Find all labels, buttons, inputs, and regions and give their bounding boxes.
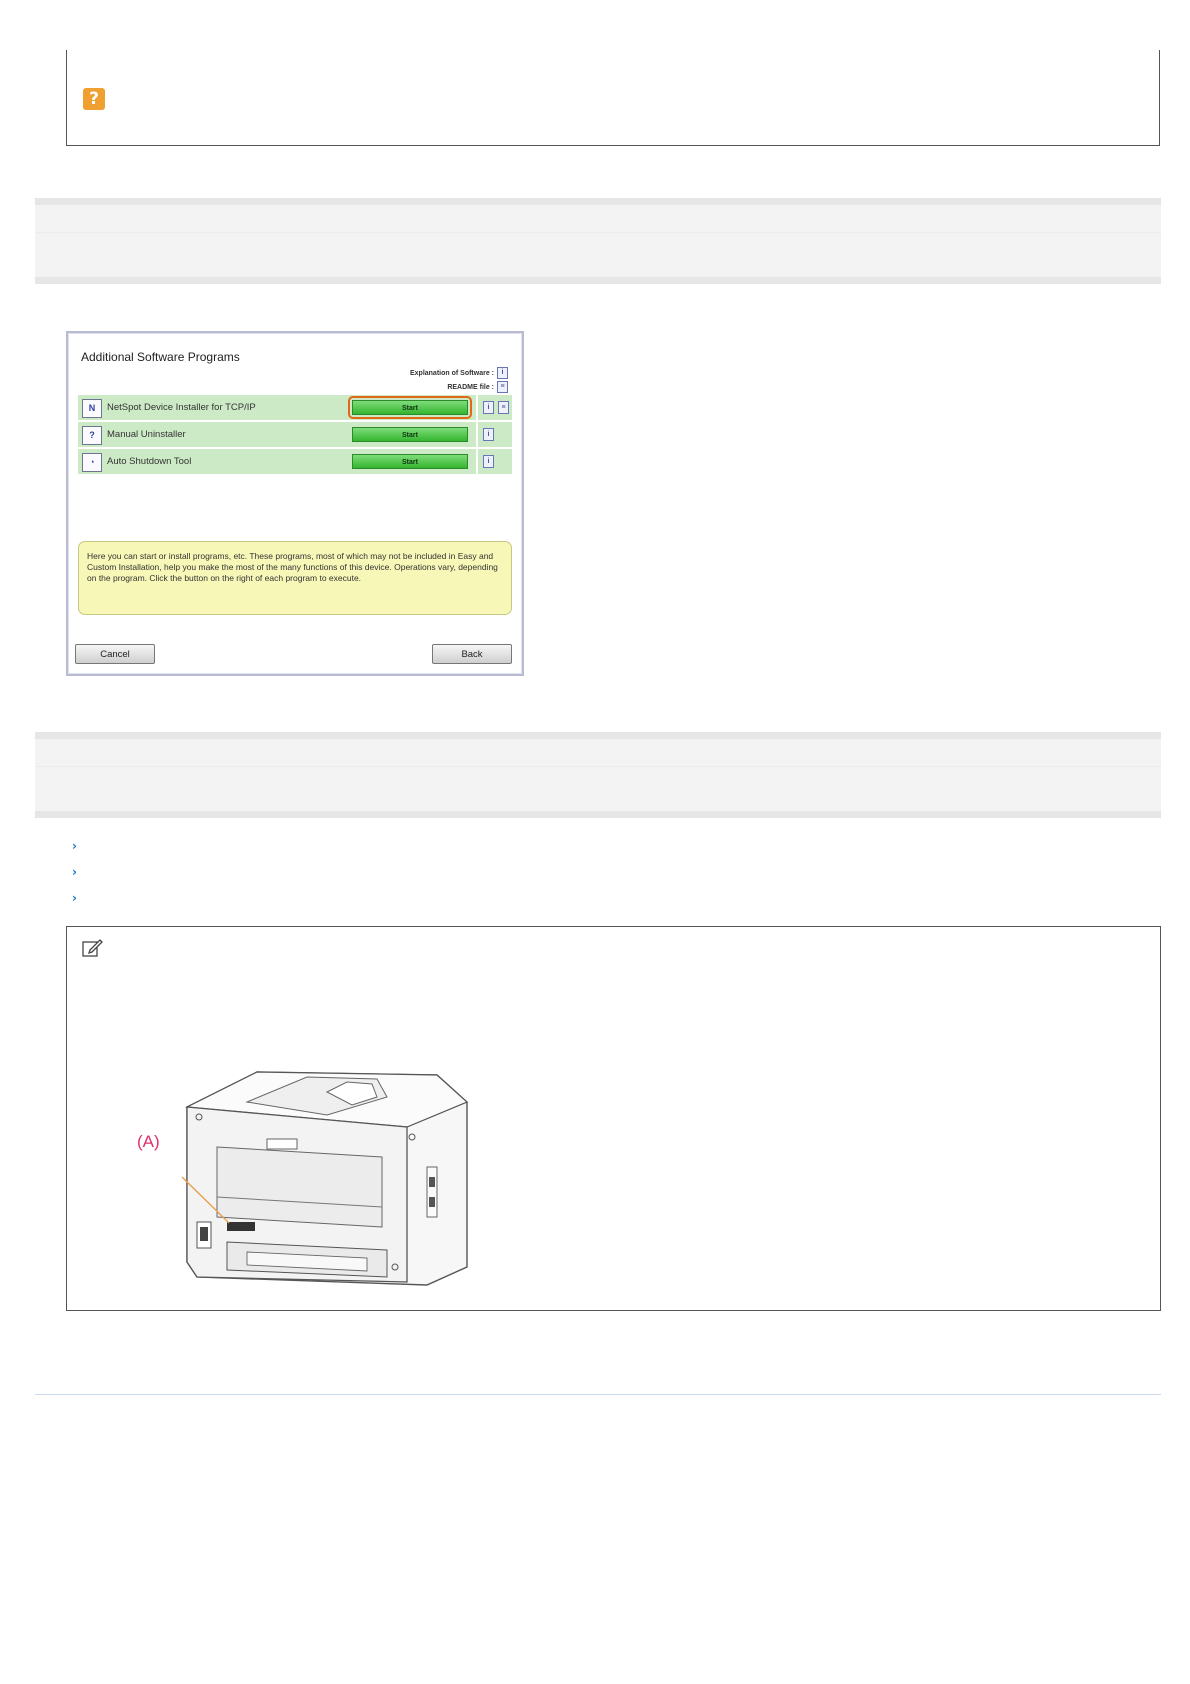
start-button[interactable]: Start [352,400,468,415]
info-icon[interactable]: i [483,428,494,441]
program-list [78,395,512,476]
note-pencil-icon [81,937,103,959]
start-button[interactable]: Start [352,454,468,469]
info-icon[interactable]: i [483,401,494,414]
program-row [78,395,512,422]
link-item[interactable] [72,889,472,907]
callout-label-a: (A) [137,1132,160,1151]
dialog-title: Additional Software Programs [81,350,240,364]
program-name: Auto Shutdown Tool [107,456,192,467]
description-panel: Here you can start or install programs, etc. These programs, most of which may not be included in Easy and Custom Installation, help you make the most of the many functions of this device. Operations vary, depending on the program. Click the button on the right of each program to execute. [78,541,512,615]
chevron-right-icon: › [72,865,77,879]
start-button[interactable]: Start [352,427,468,442]
section-heading-band [35,732,1161,818]
back-button[interactable]: Back [432,644,512,664]
additional-software-dialog [66,331,524,676]
printer-rear-illustration [137,1057,477,1297]
link-item[interactable] [72,863,472,881]
shutdown-tool-icon: ◔ [82,453,102,472]
program-row [78,422,512,449]
question-icon: ? [83,88,105,110]
uninstaller-icon: ? [82,426,102,445]
program-row [78,449,512,476]
info-icon[interactable]: i [483,455,494,468]
section-heading-band [35,198,1161,284]
legend-readme: README file : ≡ [447,381,508,393]
link-item[interactable] [72,837,472,855]
chevron-right-icon: › [72,891,77,905]
note-box [66,926,1161,1311]
start-button-highlight [348,396,472,419]
top-note-box [66,50,1160,146]
info-icon: i [497,367,508,379]
footer-divider [35,1394,1161,1395]
program-name: NetSpot Device Installer for TCP/IP [107,402,256,413]
readme-icon: ≡ [497,381,508,393]
chevron-right-icon: › [72,839,77,853]
legend-explanation: Explanation of Software : i [410,367,508,379]
cancel-button[interactable]: Cancel [75,644,155,664]
netspot-icon: N [82,399,102,418]
readme-icon[interactable]: ≡ [498,401,509,414]
program-name: Manual Uninstaller [107,429,186,440]
